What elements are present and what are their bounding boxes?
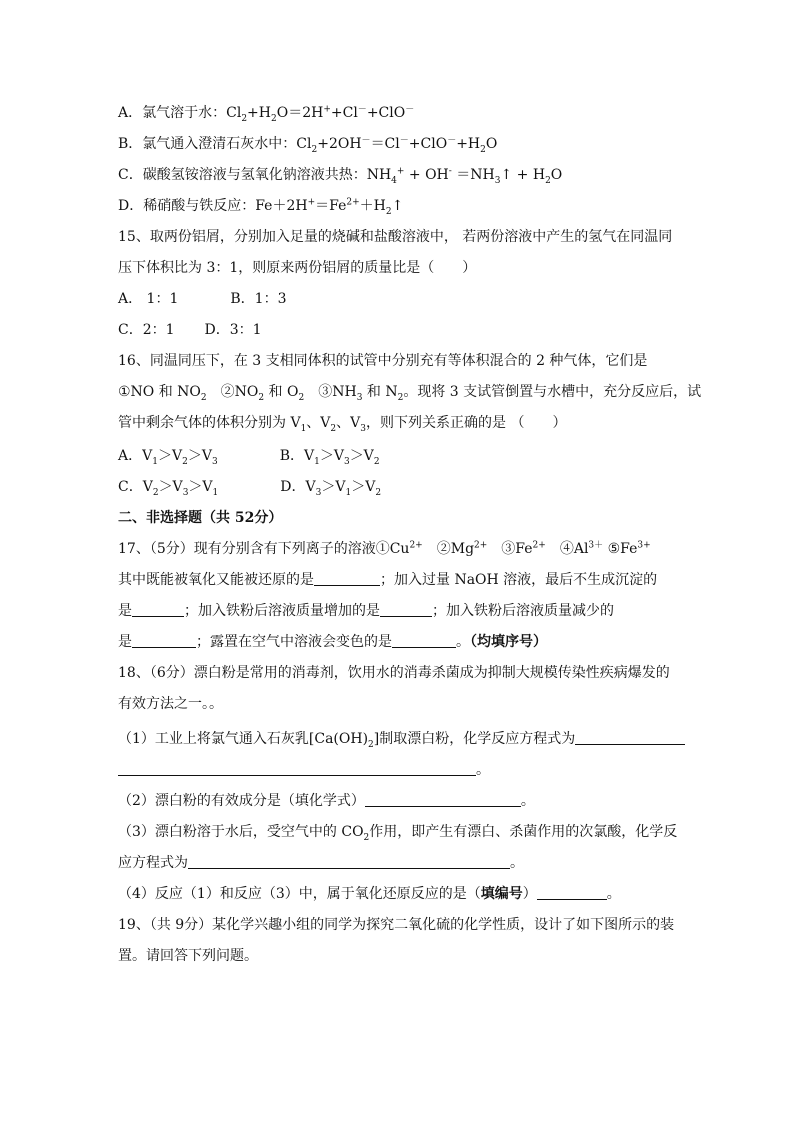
q15-stem-line1: 15、取两份铝屑，分别加入足量的烧碱和盐酸溶液中， 若两份溶液中产生的氢气在同温同 xyxy=(118,229,673,245)
q16-stem-line3: 管中剩余气体的体积分别为 $V_1$、$V_2$、$V_3$，则下列关系正确的是 （ ） xyxy=(118,415,567,434)
answer-blank[interactable] xyxy=(314,571,380,586)
q15-options-cd xyxy=(118,320,262,340)
q18-part1-cont: 。 xyxy=(118,760,490,780)
q18-part4: （4）反应（1）和反应（3）中，属于氧化还原反应的是（填编号） 。 xyxy=(118,886,621,902)
answer-blank[interactable] xyxy=(575,730,685,745)
q18-part3-cont: 应方程式为 。 xyxy=(118,855,524,871)
q17-line4: 是 ；露置在空气中溶液会变色的是 。（均填序号） xyxy=(118,634,547,650)
q18-part3: （3）漂白粉溶于水后，受空气中的 $CO_2$作用，即产生有漂白、杀菌作用的次氯酸，化学反 xyxy=(118,824,678,843)
q15-option-b: B．1：3 xyxy=(230,291,287,307)
section-title: 二、非选择题（共 52分） xyxy=(118,510,283,526)
q14-option-a: A．氯气溶于水：$Cl_2+H_2O=2H^++Cl^-+ClO^-$ xyxy=(118,104,415,124)
q18-stem-line2: 有效方法之一。。 xyxy=(118,696,223,712)
answer-blank[interactable] xyxy=(537,885,607,900)
q16-stem-line2: ①NO 和 $NO_2$ $②NO_2$ 和 $O_2$ $③NH_3$ 和 $N_2$。现将 3 支试管倒置与水槽中，充分反应后，试 xyxy=(118,384,702,403)
q18-part2: （2）漂白粉的有效成分是（填化学式） 。 xyxy=(118,793,535,809)
q15-option-d: D．3：1 xyxy=(204,322,262,338)
q17-stem: 17、（5分）现有分别含有下列离子的溶液$①Cu^{2+}$ $②Mg^{2+}$ $③Fe^{2+}$ $④Al^{3+}$ $⑤Fe^{3+}$ xyxy=(118,540,651,557)
q17-line2: 其中既能被氧化又能被还原的是 ；加入过量 NaOH 溶液，最后不生成沉淀的 xyxy=(118,572,658,588)
answer-blank[interactable] xyxy=(118,761,476,776)
q15-option-c: C．2：1 xyxy=(118,322,175,338)
q15-option-a: A． 1：1 xyxy=(118,291,179,307)
answer-blank[interactable] xyxy=(132,633,196,648)
q19-stem-line2: 置。请回答下列问题。 xyxy=(118,948,258,964)
q19-stem-line1: 19、（共 9分）某化学兴趣小组的同学为探究二氧化硫的化学性质，设计了如下图所示的装 xyxy=(118,917,675,933)
q15-options-ab xyxy=(118,289,286,309)
answer-blank[interactable] xyxy=(132,602,184,617)
q17-line3: 是 ；加入铁粉后溶液质量增加的是 ；加入铁粉后溶液质量减少的 xyxy=(118,603,614,619)
q15-stem-line2: 压下体积比为 3：1，则原来两份铝屑的质量比是（ ） xyxy=(118,260,477,276)
q14-option-c: C．碳酸氢铵溶液与氢氧化钠溶液共热：$NH_4^+ + OH^-$ $=NH_3↑ + H_2O$ xyxy=(118,166,563,186)
q18-part1: （1）工业上将氯气通入石灰乳$[Ca(OH)_2]$制取漂白粉，化学反应方程式为 xyxy=(118,729,685,749)
answer-blank[interactable] xyxy=(392,633,456,648)
answer-blank[interactable] xyxy=(365,792,521,807)
answer-blank[interactable] xyxy=(380,602,432,617)
answer-blank[interactable] xyxy=(188,854,510,869)
q16-options-cd: C．$V_2>V_3>V_1$ D．$V_3>V_1>V_2$ xyxy=(118,479,382,498)
q16-stem-line1: 16、同温同压下，在 3 支相同体积的试管中分别充有等体积混合的 2 种气体，它们是 xyxy=(118,353,648,369)
q14-option-d: D．稀硝酸与铁反应：$Fe+2H^+=Fe^{2+}+H_2↑$ xyxy=(118,197,404,217)
q16-options-ab: A．$V_1>V_2>V_3$ B．$V_1>V_3>V_2$ xyxy=(118,448,380,467)
q18-stem-line1: 18、（6分）漂白粉是常用的消毒剂，饮用水的消毒杀菌成为抑制大规模传染性疾病爆发的 xyxy=(118,665,670,681)
q14-option-b: B．氯气通入澄清石灰水中：$Cl_2+2OH^-=Cl^-+ClO^-+H_2O$ xyxy=(118,135,498,155)
